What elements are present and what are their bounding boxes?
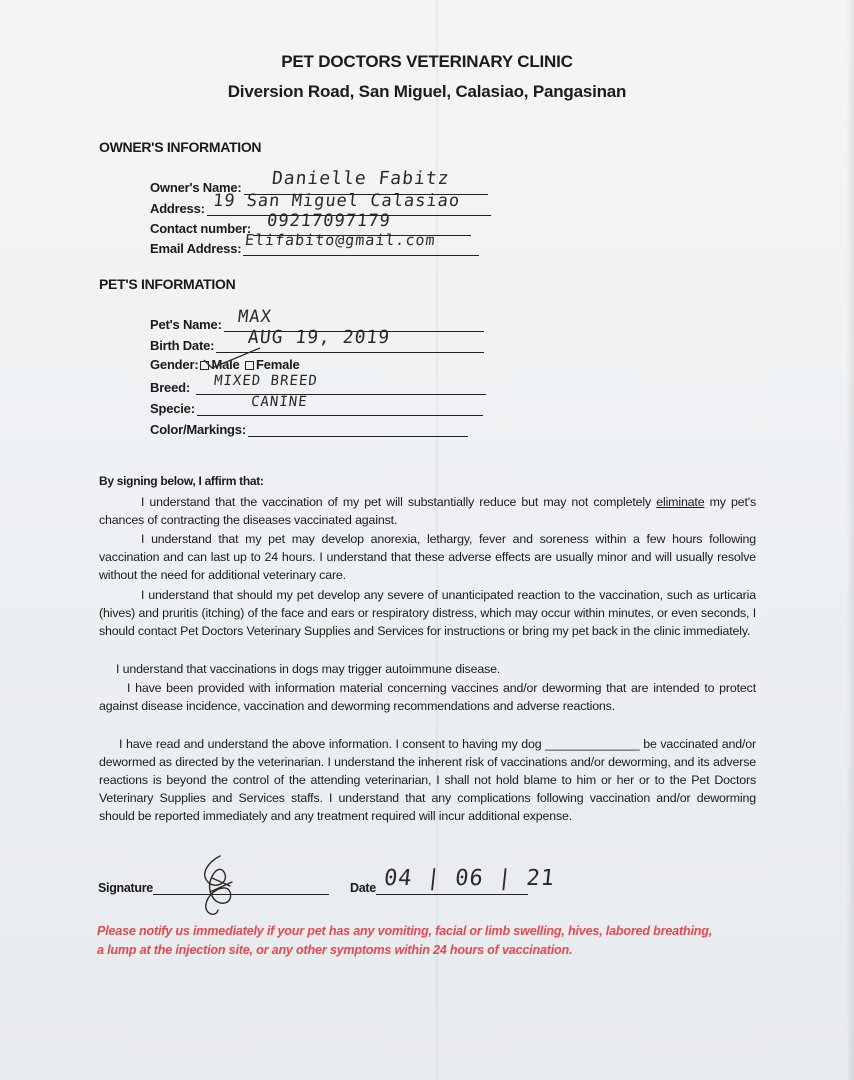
date-value: 04 | 06 | 21: [382, 866, 557, 891]
date-label: Date: [350, 881, 376, 895]
pet-name-value: MAX: [236, 307, 273, 327]
pet-breed-value: MIXED BREED: [213, 373, 319, 389]
affirmation-p1-part-a: I understand that the vaccination of my pet will substantially reduce but may not completely: [141, 495, 652, 509]
clinic-address: Diversion Road, San Miguel, Calasiao, Pangasinan: [227, 82, 627, 101]
affirmation-title: By signing below, I affirm that:: [99, 474, 264, 488]
affirmation-paragraph-1: [99, 493, 756, 529]
pet-breed-line: [196, 373, 486, 395]
gender-female-label: Female: [255, 357, 300, 372]
pet-breed-field: [150, 373, 486, 395]
date-line: [376, 866, 557, 895]
pet-birth-value: AUG 19, 2019: [247, 327, 392, 348]
owner-contact-label: Contact number:: [150, 221, 252, 236]
owner-email-value: Elifabito@gmail.com: [244, 231, 437, 249]
pet-color-label: Color/Markings:: [150, 422, 246, 437]
paper-edge-shadow: [846, 0, 854, 1080]
owner-section-title: OWNER'S INFORMATION: [99, 139, 262, 155]
owner-address-value: 19 San Miguel Calasiao: [211, 191, 461, 211]
affirmation-p1-part-b: my pet's chances of contracting the diseases vaccinated against.: [99, 495, 757, 527]
pet-name-label: Pet's Name:: [150, 317, 222, 332]
owner-name-label: Owner's Name:: [150, 180, 242, 195]
vaccination-notice: Please notify us immediately if your pet has any vomiting, facial or limb swelling, hives, labored breathing, a lump at the injection site, or any other symptoms within 24 hours of vaccination.: [97, 924, 713, 957]
pet-specie-label: Specie:: [150, 401, 195, 416]
pet-specie-field: [150, 394, 483, 416]
pet-specie-value: CANINE: [250, 394, 309, 410]
gender-check-mark-icon: [202, 346, 262, 370]
owner-email-field: [150, 231, 479, 256]
pet-birth-field: [150, 327, 484, 353]
pet-color-field: [150, 419, 468, 437]
owner-email-label: Email Address:: [150, 241, 242, 256]
affirmation-p6-blank: ______________: [545, 737, 640, 751]
affirmation-paragraph-2: I understand that my pet may develop anorexia, lethargy, fever and soreness within a few hours following vaccination and can last up to 24 hours. I understand that these adverse effects are usually minor and will usually resolve without the need for additional veterinary care.: [99, 532, 756, 582]
pet-breed-label: Breed:: [150, 380, 190, 395]
pet-color-line: [248, 420, 468, 437]
affirmation-paragraph-4: I understand that vaccinations in dogs may trigger autoimmune disease.: [116, 662, 501, 676]
pet-specie-line: [197, 394, 483, 416]
affirmation-p6-part-a: I have read and understand the above information. I consent to having my dog: [119, 737, 542, 751]
gender-male-label: Male: [211, 357, 240, 372]
clinic-name: PET DOCTORS VETERINARY CLINIC: [281, 52, 573, 71]
affirmation-p6-part-b: be vaccinated and/or dewormed as directed by the veterinarian. I understand the inherent risk of vaccinations and/or deworming, and its adverse reactions is beyond the control of the attending veterinarian, I shall not hold blame to him or her or to the Pet Doctors Veterinary Supplies and Services staffs. I understand that any complications following vaccination and/or deworming should be reported immediately and any treatment required will incur additional expense.: [99, 737, 757, 823]
signature-scribble-icon: [190, 852, 250, 922]
owner-address-label: Address:: [150, 201, 205, 216]
owner-name-value: Danielle Fabitz: [270, 168, 451, 189]
affirmation-paragraph-5: I have been provided with information material concerning vaccines and/or deworming that are intended to protect against disease incidence, vaccination and deworming recommendations and adverse reactions.: [99, 681, 756, 713]
pet-gender-label: Gender:: [150, 357, 199, 372]
owner-contact-value: 09217097179: [265, 211, 392, 231]
pet-birth-label: Birth Date:: [150, 338, 215, 353]
affirmation-paragraph-6: [99, 735, 756, 825]
affirmation-p1-underlined: eliminate: [656, 495, 705, 509]
signature-label: Signature: [98, 881, 153, 895]
affirmation-paragraph-3: I understand that should my pet develop any severe of unanticipated reaction to the vaccination, such as urticaria (hives) and pruritis (itching) of the face and ears or respiratory distress, which may occur within minutes, or even seconds, I should contact Pet Doctors Veterinary Supplies and Services for instructions or bring my pet back in the clinic immediately.: [99, 588, 756, 638]
owner-email-line: [243, 231, 479, 256]
pet-section-title: PET'S INFORMATION: [99, 276, 236, 292]
date-field: [350, 866, 557, 895]
